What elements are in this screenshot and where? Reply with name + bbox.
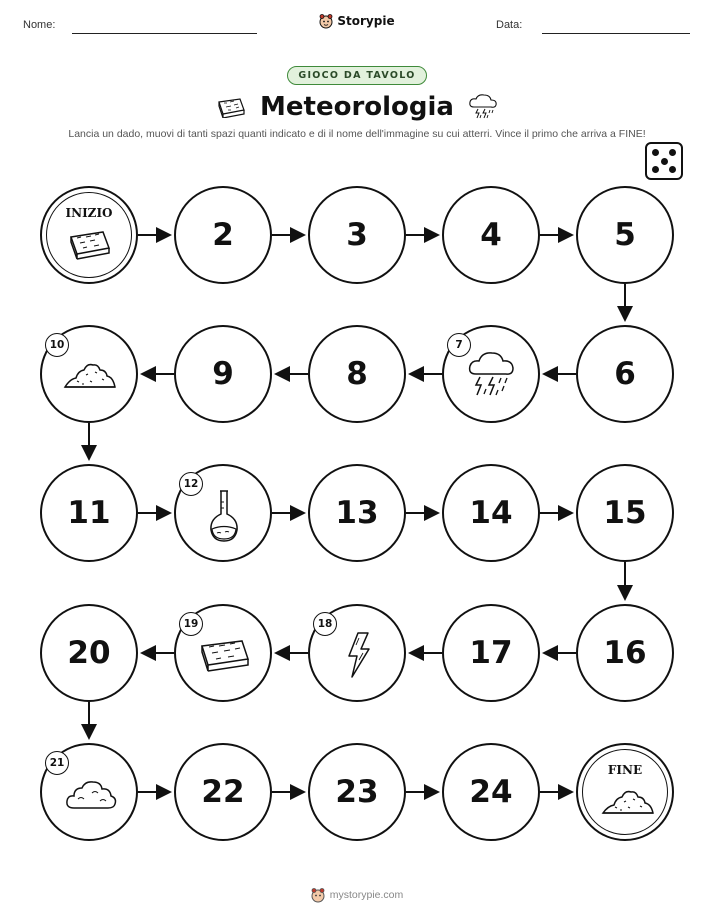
space-7 bbox=[442, 325, 540, 423]
space-10 bbox=[40, 325, 138, 423]
space-18 bbox=[308, 604, 406, 702]
space-9: 9 bbox=[174, 325, 272, 423]
space-6: 6 bbox=[576, 325, 674, 423]
pile-icon bbox=[600, 785, 654, 819]
footer bbox=[0, 887, 714, 903]
space-19 bbox=[174, 604, 272, 702]
pile-icon bbox=[62, 357, 118, 393]
space-number-tag: 18 bbox=[313, 612, 337, 636]
space-16: 16 bbox=[576, 604, 674, 702]
space-21 bbox=[40, 743, 138, 841]
space-2: 2 bbox=[174, 186, 272, 284]
sponge-icon bbox=[198, 636, 252, 674]
space-8: 8 bbox=[308, 325, 406, 423]
date-label: Data: bbox=[496, 19, 523, 31]
instructions: Lancia un dado, muovi di tanti spazi quanti indicato e di il nome dell'immagine su cui atterri. Vince il primo che arriva a FINE! bbox=[68, 128, 646, 140]
space-number-tag: 12 bbox=[179, 472, 203, 496]
space-12 bbox=[174, 464, 272, 562]
page-title: Meteorologia bbox=[260, 92, 454, 122]
lightning-icon bbox=[344, 630, 374, 680]
space-5: 5 bbox=[576, 186, 674, 284]
finish-space bbox=[576, 743, 674, 841]
space-17: 17 bbox=[442, 604, 540, 702]
sponge-icon bbox=[67, 228, 113, 260]
finish-label: FINE bbox=[607, 763, 643, 777]
space-number-tag: 7 bbox=[447, 333, 471, 357]
space-number-tag: 19 bbox=[179, 612, 203, 636]
game-type-badge: GIOCO DA TAVOLO bbox=[287, 66, 426, 85]
space-3: 3 bbox=[308, 186, 406, 284]
storypie-logo-icon bbox=[311, 887, 325, 903]
flask-icon bbox=[206, 488, 242, 544]
space-15: 15 bbox=[576, 464, 674, 562]
space-number-tag: 21 bbox=[45, 751, 69, 775]
space-13: 13 bbox=[308, 464, 406, 562]
space-20: 20 bbox=[40, 604, 138, 702]
start-space bbox=[40, 186, 138, 284]
footer-url[interactable]: mystorypie.com bbox=[329, 889, 404, 901]
space-22: 22 bbox=[174, 743, 272, 841]
cloud-icon bbox=[64, 777, 118, 813]
space-23: 23 bbox=[308, 743, 406, 841]
space-4: 4 bbox=[442, 186, 540, 284]
storm-cloud-icon bbox=[466, 349, 518, 403]
space-number-tag: 10 bbox=[45, 333, 69, 357]
space-14: 14 bbox=[442, 464, 540, 562]
name-label: Nome: bbox=[23, 19, 56, 31]
start-label: INIZIO bbox=[65, 206, 113, 220]
brand-name: Storypie bbox=[337, 14, 395, 28]
space-24: 24 bbox=[442, 743, 540, 841]
space-11: 11 bbox=[40, 464, 138, 562]
